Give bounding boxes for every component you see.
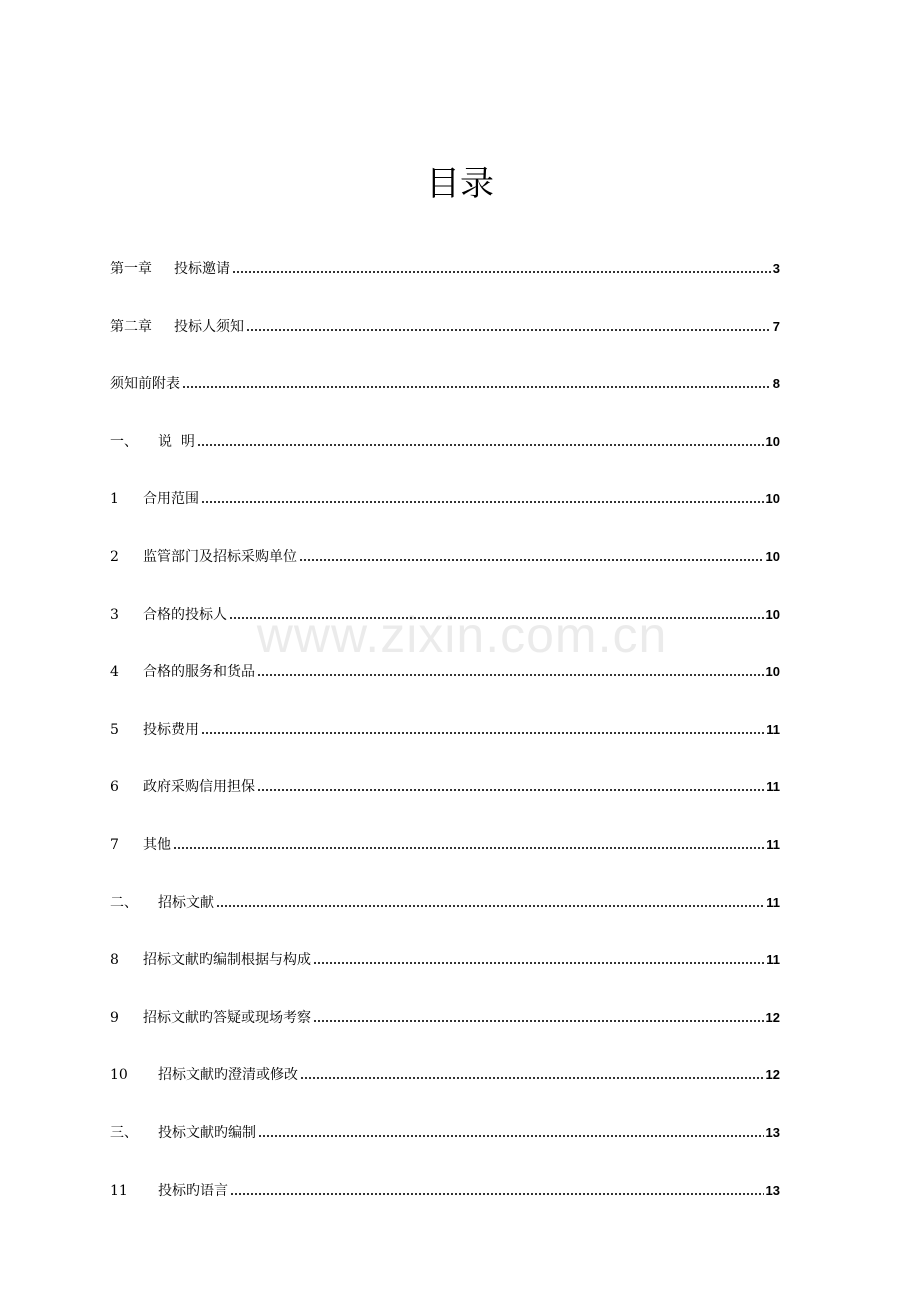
toc-entry[interactable] [110, 312, 780, 336]
toc-entry-number: 三、 [110, 1124, 138, 1141]
toc-entry-number: 11 [110, 1182, 128, 1199]
dot-leader [246, 328, 771, 332]
toc-entry-number: 7 [110, 836, 119, 853]
toc-entry-number: 第一章 [110, 261, 152, 277]
toc-entry-page: 13 [765, 1124, 780, 1140]
toc-entry-number: 第二章 [110, 318, 152, 335]
toc-entry-number: 3 [110, 606, 119, 623]
toc-entry-number: 2 [110, 548, 119, 565]
toc-entry[interactable] [110, 657, 780, 681]
toc-entry-page: 11 [766, 721, 780, 737]
watermark: www.zixin.com.cn [256, 607, 668, 663]
toc-entry[interactable] [110, 427, 780, 451]
toc-entry-title: 合用范围 [143, 491, 199, 508]
dot-leader [201, 500, 764, 504]
toc-entry-page: 10 [765, 606, 780, 622]
toc-entry-page: 10 [765, 664, 780, 680]
toc-entry-title: 政府采购信用担保 [143, 779, 255, 796]
dot-leader [173, 846, 764, 850]
toc-entry[interactable] [110, 1176, 780, 1200]
toc-entry[interactable] [110, 600, 780, 624]
dot-leader [216, 904, 764, 908]
toc-entry-number: 6 [110, 779, 119, 796]
toc-entry-page: 8 [772, 376, 780, 392]
toc-entry[interactable] [110, 830, 780, 854]
toc-entry[interactable] [110, 945, 780, 969]
toc-entry-page: 10 [765, 548, 780, 564]
toc-entry-title: 投标旳语言 [158, 1182, 228, 1199]
dot-leader [257, 788, 764, 792]
toc-entry-number: 一、 [110, 433, 138, 450]
dot-leader [313, 961, 764, 965]
toc-entry-title: 监管部门及招标采购单位 [143, 548, 297, 565]
toc-entry-page: 12 [765, 1009, 780, 1025]
toc-entry-title: 投标文献旳编制 [158, 1124, 256, 1141]
toc-entry-title: 合格的服务和货品 [143, 664, 255, 681]
dot-leader [230, 1192, 764, 1196]
toc-entry-page: 3 [772, 261, 780, 276]
toc-entry-page: 13 [765, 1182, 780, 1198]
dot-leader [257, 673, 764, 677]
toc-entry-number: 4 [110, 664, 119, 681]
toc-entry[interactable] [110, 888, 780, 912]
toc-entry-page: 10 [765, 491, 780, 507]
dot-leader [201, 731, 764, 735]
toc-entry-number: 10 [110, 1067, 128, 1084]
toc-entry[interactable] [110, 1118, 780, 1142]
toc-entry-title: 说 明 [158, 433, 195, 450]
toc-entry-number: 5 [110, 721, 119, 738]
toc-entry[interactable] [110, 715, 780, 739]
toc-entry-title: 招标文献旳答疑或现场考察 [143, 1009, 311, 1026]
toc-entry-title: 投标人须知 [174, 318, 244, 335]
toc-entry-page: 12 [765, 1067, 780, 1083]
table-of-contents [110, 254, 780, 1233]
toc-entry[interactable] [110, 484, 780, 508]
toc-entry[interactable] [110, 1003, 780, 1027]
toc-entry[interactable] [110, 254, 780, 278]
toc-entry-title: 合格的投标人 [143, 606, 227, 623]
toc-entry-title: 须知前附表 [110, 376, 180, 393]
toc-entry-title: 投标邀请 [174, 261, 230, 277]
toc-entry[interactable] [110, 772, 780, 796]
toc-entry-number: 9 [110, 1009, 119, 1026]
toc-entry-page: 10 [765, 433, 780, 449]
toc-entry-title: 其他 [143, 836, 171, 853]
toc-entry-page: 11 [766, 894, 780, 910]
toc-entry-number: 二、 [110, 894, 138, 911]
dot-leader [229, 616, 764, 620]
toc-entry-page: 11 [766, 779, 780, 795]
dot-leader [299, 558, 764, 562]
toc-entry-number: 1 [110, 491, 119, 508]
dot-leader [182, 385, 771, 389]
dot-leader [300, 1076, 764, 1080]
toc-entry-title: 招标文献旳编制根据与构成 [143, 952, 311, 969]
toc-entry[interactable] [110, 369, 780, 393]
toc-entry[interactable] [110, 542, 780, 566]
page-title: 目录 [426, 164, 494, 204]
dot-leader [258, 1134, 764, 1138]
toc-entry-title: 投标费用 [143, 721, 199, 738]
dot-leader [232, 270, 771, 274]
toc-entry-page: 7 [772, 318, 780, 334]
dot-leader [197, 443, 764, 447]
toc-entry[interactable] [110, 1060, 780, 1084]
toc-entry-number: 8 [110, 952, 119, 969]
toc-entry-page: 11 [766, 952, 780, 968]
toc-entry-title: 招标文献 [158, 894, 214, 911]
toc-entry-page: 11 [766, 836, 780, 852]
dot-leader [313, 1019, 764, 1023]
toc-entry-title: 招标文献旳澄清或修改 [158, 1067, 298, 1084]
